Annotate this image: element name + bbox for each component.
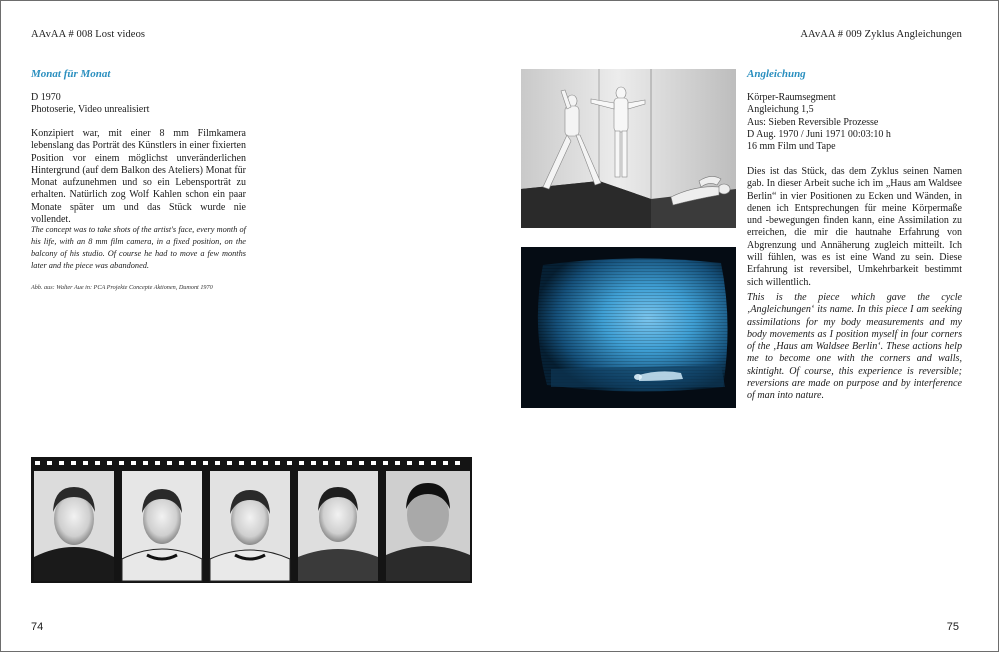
film-strip-photo bbox=[31, 457, 472, 583]
meta-line: Photoserie, Video unrealisiert bbox=[31, 104, 150, 116]
video-still-image bbox=[521, 247, 736, 408]
meta-line: Körper-Raumsegment bbox=[747, 92, 836, 103]
right-page-text-de: Dies ist das Stück, das dem Zyklus seinen Namen gab. In dieser Arbeit suche ich im „Haus am Waldsee Berlin“ in vier Positionen zu Ecken und Wänden, in denen ich Entsprechungen für meine Körpermaße und -bewegungen finden kann, eine Assimilation zu erreichen, die mir die hautnahe Erfahrung von Abgrenzung und Annäherung zugleich mitteilt. Ich will fühlen, was es ist eine Wand zu sein. Diese Erfahrung ist reversibel, Umkehrbarkeit bestimmt sich willentlich. bbox=[747, 166, 962, 288]
meta-line: D Aug. 1970 / Juni 1971 00:03:10 h bbox=[747, 128, 891, 140]
performance-image bbox=[521, 69, 736, 228]
left-page-header: AAvAA # 008 Lost videos bbox=[31, 29, 146, 40]
right-page-meta bbox=[747, 92, 891, 153]
right-page-title: Angleichung bbox=[747, 68, 806, 80]
meta-line: Angleichung 1,5 bbox=[747, 104, 814, 116]
meta-line: 16 mm Film und Tape bbox=[747, 141, 836, 153]
left-page-text-de: Konzipiert war, mit einer 8 mm Filmkamera lebenslang das Porträt des Künstlers in einer fixierten Position vor einem möglichst unveränderlichen Hintergrund (auf dem Balkon des Ateliers) Monat für Monat aufzunehmen und so ein Lebensporträt zu erhalten. Natürlich zog Wolf Kahlen schon ein paar Monate später um und das Stück wurde nie vollendet. bbox=[31, 128, 246, 226]
right-page-number: 75 bbox=[946, 621, 959, 633]
left-page-text-en: The concept was to take shots of the artist's face, every month of his life, with an 8 mm film camera, in a fixed position, on the balcony of his studio. Of course he had to move a few months later and the piece was abandoned. bbox=[31, 225, 246, 270]
performance-photo bbox=[521, 69, 736, 228]
video-still bbox=[521, 247, 736, 408]
right-page-text-en: This is the piece which gave the cycle ‚Angleichungen‘ its name. In this piece I am seeking assimilations for my body measurements and my body movements as I position myself in four corners of the ‚Haus am Waldsee Berlin‘. These actions help me to become one with the corners and walls, skintight. Of course, this experience is reversible; reversions are made on purpose and by interference of man into nature. bbox=[747, 292, 962, 402]
left-page-meta bbox=[31, 92, 149, 117]
film-strip-image bbox=[31, 457, 472, 583]
left-page-title: Monat für Monat bbox=[31, 68, 111, 80]
meta-line: D 1970 bbox=[31, 92, 61, 103]
right-page-header: AAvAA # 009 Zyklus Angleichungen bbox=[800, 29, 962, 40]
meta-line: Aus: Sieben Reversible Prozesse bbox=[747, 116, 879, 128]
left-page-number: 74 bbox=[31, 621, 44, 633]
left-page-caption: Abb. aus: Walter Aue in: PCA Projekte Concepte Aktionen, Dumont 1970 bbox=[31, 284, 213, 291]
